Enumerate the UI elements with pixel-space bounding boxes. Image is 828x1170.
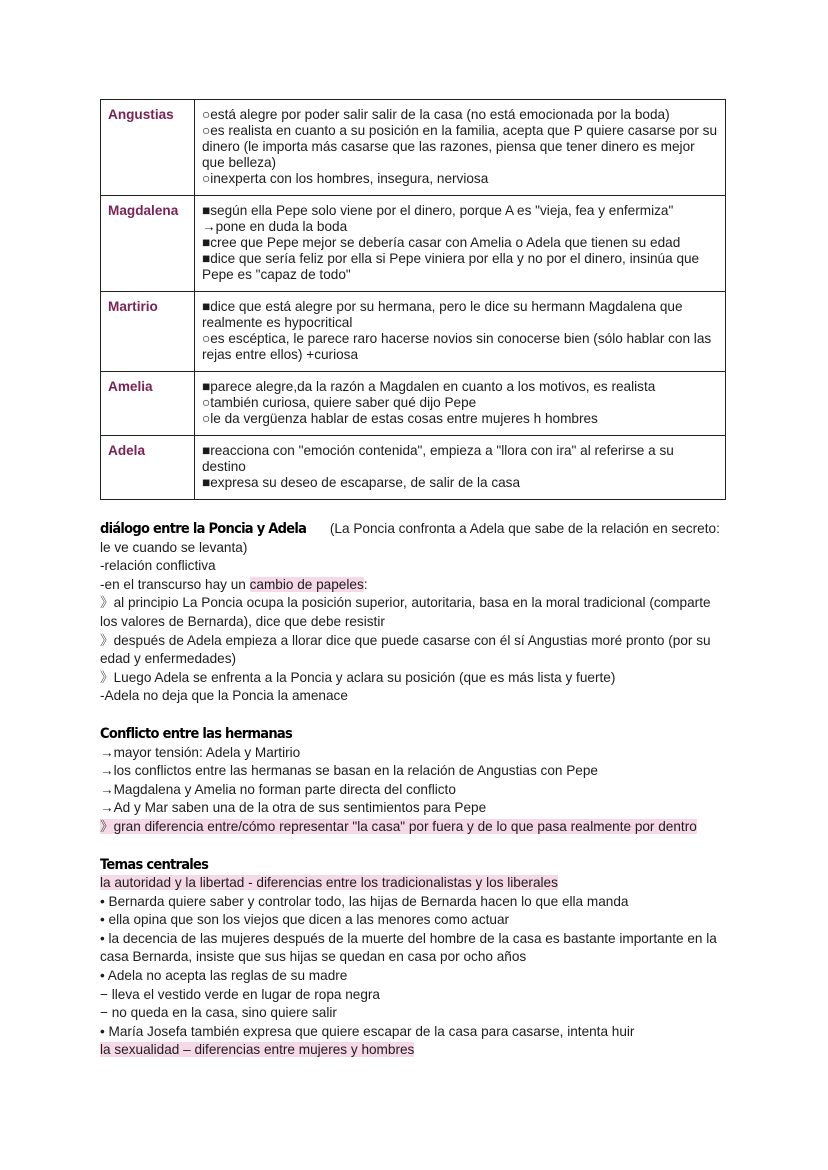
temas-line: − lleva el vestido verde en lugar de ropa negra (100, 986, 380, 1002)
description-line: ○inexperta con los hombres, insegura, nerviosa (202, 171, 489, 186)
spacer (100, 837, 730, 856)
dialogo-line-text: : (363, 576, 368, 592)
dialogo-paragraph (100, 520, 730, 557)
dialogo-line-text: -en el transcurso hay un (100, 576, 250, 592)
spacer (100, 706, 730, 725)
temas-line: • Adela no acepta las reglas de su madre (100, 968, 348, 984)
character-name: Angustias (101, 100, 195, 196)
character-name: Magdalena (101, 196, 195, 292)
dialogo-line: -relación conflictiva (100, 558, 216, 574)
dialogo-heading: diálogo entre la Poncia y Adela (100, 521, 307, 537)
highlight-text: cambio de papeles (249, 576, 364, 592)
character-name: Martirio (101, 292, 195, 372)
description-line: ○es realista en cuanto a su posición en la familia, acepta que P quiere casarse por su dinero (le importa más casarse que las razones, piensa que tener dinero es mejor que belleza) (202, 123, 718, 170)
conflicto-heading-row (100, 725, 730, 744)
conflicto-line (100, 818, 730, 837)
temas-subheading (100, 1041, 730, 1060)
character-description (195, 436, 726, 500)
character-row (101, 292, 726, 372)
conflicto-line: →Magdalena y Amelia no forman parte directa del conflicto (100, 781, 456, 797)
conflicto-line: →mayor tensión: Adela y Martirio (100, 744, 301, 760)
temas-heading-row (100, 856, 730, 875)
characters-table (100, 99, 726, 500)
description-line: ■según ella Pepe solo viene por el dinero, porque A es "vieja, fea y enfermiza" (202, 203, 674, 218)
dialogo-line: -Adela no deja que la Poncia la amenace (100, 688, 348, 704)
highlight-text: la sexualidad – diferencias entre mujeres y hombres (100, 1042, 415, 1058)
temas-subheading (100, 874, 730, 893)
temas-line: • ella opina que son los viejos que dicen a las menores como actuar (100, 912, 510, 928)
dialogo-line: 》Luego Adela se enfrenta a la Poncia y aclara su posición (que es más lista y fuerte) (100, 669, 616, 685)
character-description (195, 292, 726, 372)
conflicto-line: →los conflictos entre las hermanas se basan en la relación de Angustias con Pepe (100, 763, 598, 779)
highlight-text: 》gran diferencia entre/cómo representar "la casa" por fuera y de lo que pasa realmente por dentro (100, 818, 697, 834)
conflicto-heading: Conflicto entre las hermanas (100, 725, 293, 742)
conflicto-line: →Ad y Mar saben una de la otra de sus sentimientos para Pepe (100, 800, 487, 816)
temas-line: • María Josefa también expresa que quiere escapar de la casa para casarse, intenta huir (100, 1023, 635, 1039)
character-name: Adela (101, 436, 195, 500)
description-line: ■reacciona con "emoción contenida", empieza a "llora con ira" al referirse a su destino (202, 443, 674, 474)
character-name: Amelia (101, 372, 195, 436)
description-line: ■parece alegre,da la razón a Magdalen en cuanto a los motivos, es realista (202, 379, 656, 394)
description-line: ■dice que está alegre por su hermana, pero le dice su hermann Magdalena que realmente es hypocritical (202, 299, 683, 330)
temas-line: • Bernarda quiere saber y controlar todo, las hijas de Bernarda hacen lo que ella manda (100, 893, 629, 909)
character-row (101, 100, 726, 196)
character-row (101, 196, 726, 292)
dialogo-line (100, 576, 730, 595)
dialogo-intro: (La Poncia confronta a Adela que sabe de la relación en secreto: le ve cuando se levanta) (100, 521, 720, 555)
character-description (195, 372, 726, 436)
temas-line: − no queda en la casa, sino quiere salir (100, 1005, 337, 1021)
description-line: ■expresa su deseo de escaparse, de salir de la casa (202, 475, 521, 490)
temas-line: • la decencia de las mujeres después de la muerte del hombre de la casa es bastante importante en la casa Bernarda, insiste que sus hijas se quedan en casa por ocho años (100, 930, 717, 965)
highlight-text: la autoridad y la libertad - diferencias entre los tradicionalistas y los liberales (100, 875, 558, 891)
description-line: ○también curiosa, quiere saber qué dijo Pepe (202, 395, 477, 410)
character-row (101, 436, 726, 500)
description-line: ○es escéptica, le parece raro hacerse novios sin conocerse bien (sólo hablar con las rejas entre ellos) +curiosa (202, 331, 712, 362)
character-row (101, 372, 726, 436)
character-description (195, 100, 726, 196)
dialogo-line: 》después de Adela empieza a llorar dice que puede casarse con él sí Angustias moré pronto (por su edad y enfermedades) (100, 632, 711, 667)
description-line: ○le da vergüenza hablar de estas cosas entre mujeres h hombres (202, 411, 598, 426)
description-line: ■cree que Pepe mejor se debería casar con Amelia o Adela que tienen su edad (202, 235, 681, 250)
temas-heading: Temas centrales (100, 856, 209, 873)
notes-section (100, 520, 730, 1060)
description-line: ■dice que sería feliz por ella si Pepe viniera por ella y no por el dinero, insinúa que Pepe es "capaz de todo" (202, 251, 700, 282)
dialogo-line: 》al principio La Poncia ocupa la posición superior, autoritaria, basa en la moral tradicional (comparte los valores de Bernarda), dice que debe resistir (100, 595, 711, 629)
description-line: →pone en duda la boda (202, 219, 348, 234)
description-line: ○está alegre por poder salir salir de la casa (no está emocionada por la boda) (202, 107, 670, 122)
character-description (195, 196, 726, 292)
